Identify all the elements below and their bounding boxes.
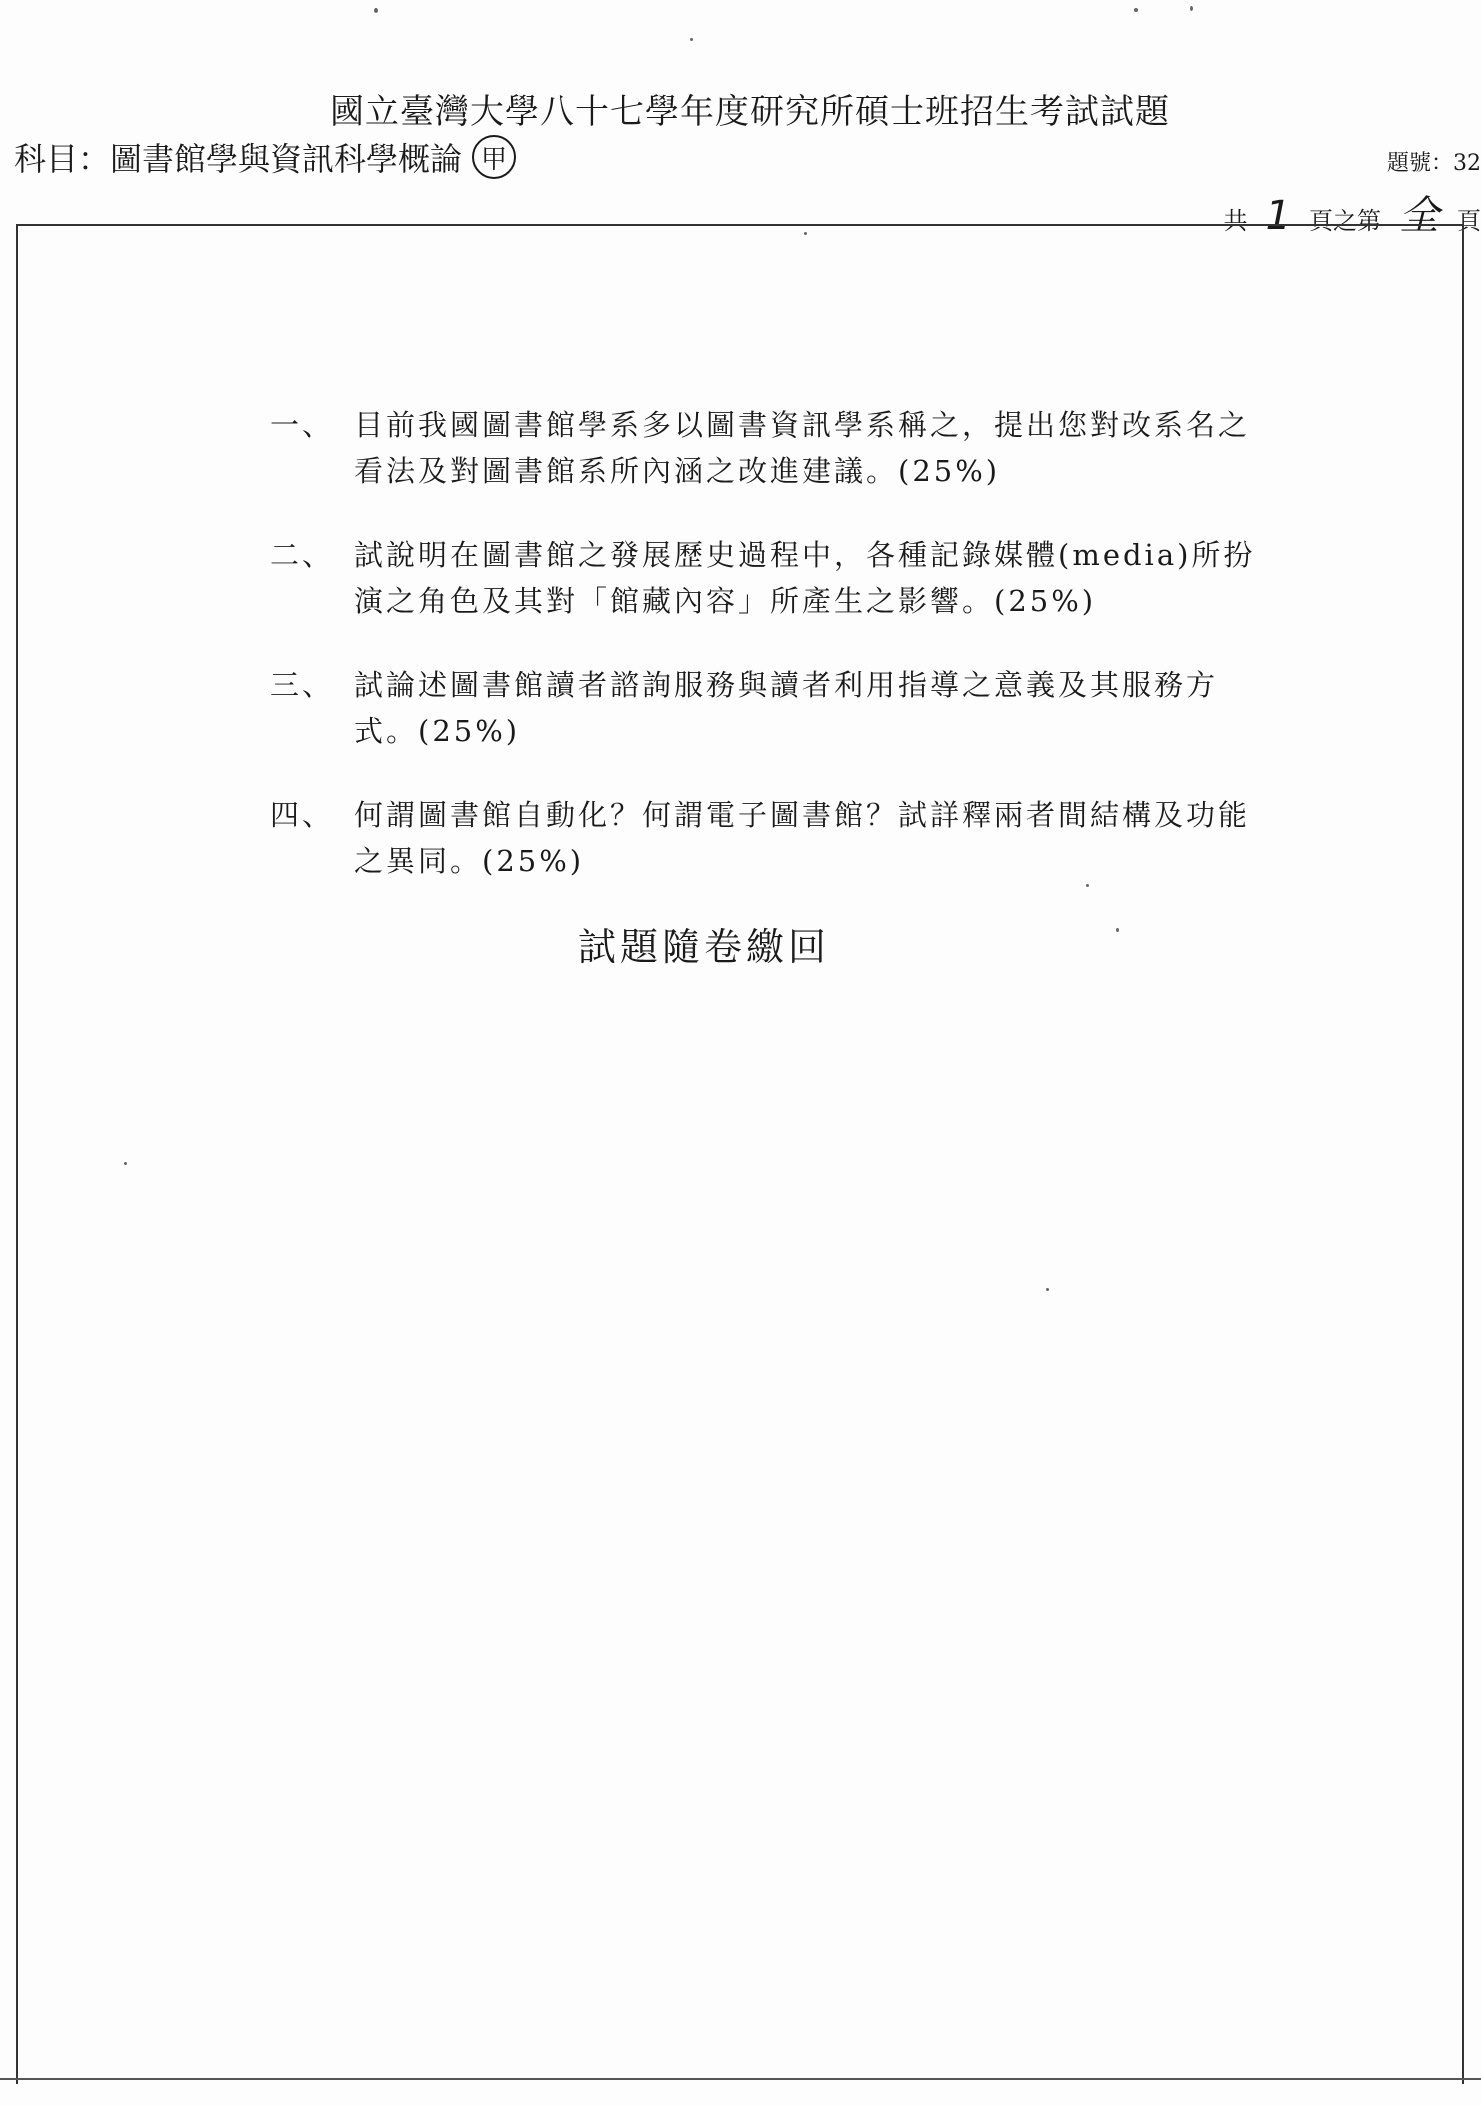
bottom-rule [0, 2078, 1481, 2080]
return-exam-note: 試題隨卷繳回 [578, 925, 831, 969]
question-number: 一、 [270, 408, 335, 442]
question-item [270, 532, 1270, 624]
pages-middle: 頁之第 [1309, 207, 1381, 235]
scan-speck [124, 1162, 127, 1165]
question-text: 目前我國圖書館學系多以圖書資訊學系稱之，提出您對改系名之看法及對圖書館系所內涵之改進建議。(25%) [354, 408, 1251, 488]
question-number-label: 題號：32 [1387, 151, 1481, 176]
scan-speck [374, 8, 378, 13]
question-text: 試說明在圖書館之發展歷史過程中，各種記錄媒體(media)所扮演之角色及其對「館藏內容」所產生之影響。(25%) [354, 538, 1256, 618]
scan-speck [1046, 1288, 1049, 1291]
pages-suffix: 頁 [1457, 207, 1481, 235]
scan-speck [1190, 6, 1193, 11]
scan-speck [1086, 884, 1089, 887]
question-text: 何謂圖書館自動化？何謂電子圖書館？試詳釋兩者間結構及功能之異同。(25%) [354, 798, 1251, 878]
question-item [270, 662, 1270, 754]
subject-line [14, 134, 516, 180]
scan-speck [1134, 8, 1138, 12]
pages-prefix: 共 [1223, 207, 1248, 235]
question-number: 三、 [270, 668, 335, 702]
question-item [270, 792, 1270, 884]
question-text: 試論述圖書館讀者諮詢服務與讀者利用指導之意義及其服務方式。(25%) [354, 668, 1219, 748]
scan-speck [690, 38, 693, 41]
subject-version-badge: 甲 [472, 135, 516, 179]
question-number: 二、 [270, 538, 335, 572]
scan-speck [1116, 928, 1119, 932]
question-list [270, 402, 1270, 922]
pages-total: 1 [1265, 193, 1291, 239]
question-number: 四、 [270, 798, 335, 832]
subject-label: 科目：圖書館學與資訊科學概論 [14, 140, 463, 178]
scan-speck [804, 232, 807, 235]
question-item [270, 402, 1270, 494]
pages-current: 全 [1399, 193, 1439, 239]
exam-title: 國立臺灣大學八十七學年度研究所碩士班招生考試試題 [330, 92, 1170, 132]
